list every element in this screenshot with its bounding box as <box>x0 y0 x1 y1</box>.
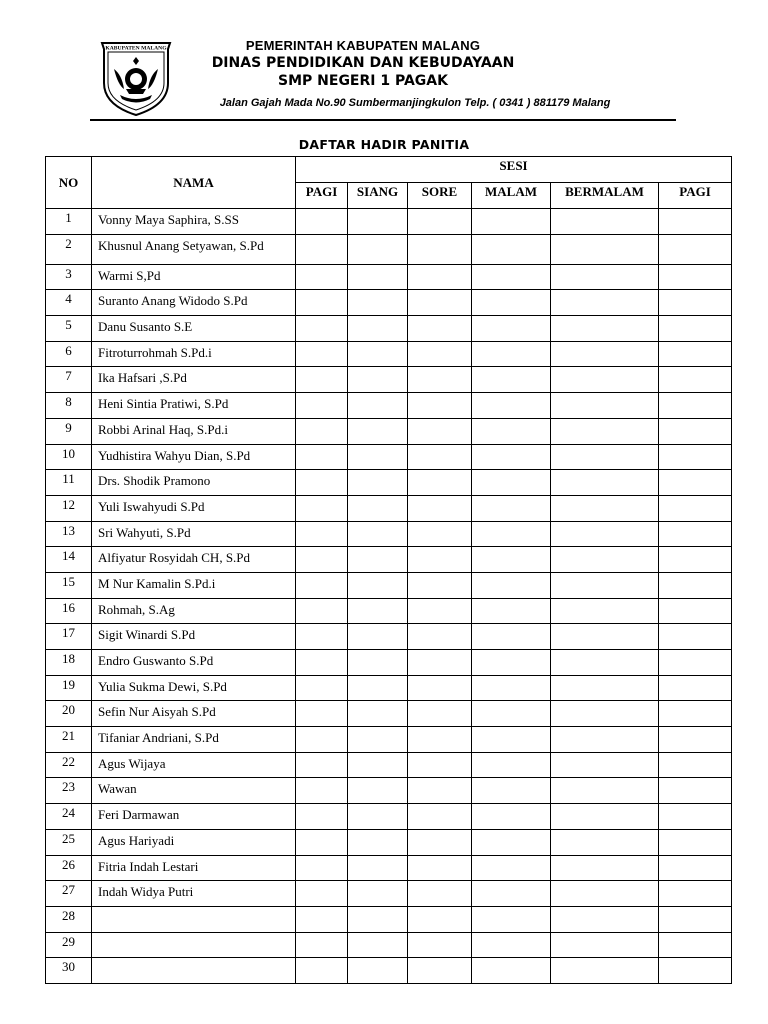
table-row <box>46 495 732 521</box>
table-row <box>46 932 732 958</box>
table-row <box>46 316 732 342</box>
signature-cell <box>348 290 408 316</box>
signature-cell <box>408 495 472 521</box>
signature-cell <box>408 855 472 881</box>
signature-cell <box>551 906 659 932</box>
signature-cell <box>296 727 348 753</box>
row-name <box>92 958 296 984</box>
row-number: 14 <box>46 547 92 573</box>
signature-cell <box>296 752 348 778</box>
row-number: 17 <box>46 624 92 650</box>
row-name: Suranto Anang Widodo S.Pd <box>92 290 296 316</box>
signature-cell <box>551 701 659 727</box>
signature-cell <box>472 829 551 855</box>
signature-cell <box>551 958 659 984</box>
signature-cell <box>659 572 732 598</box>
signature-cell <box>296 393 348 419</box>
signature-cell <box>296 290 348 316</box>
signature-cell <box>659 624 732 650</box>
signature-cell <box>551 829 659 855</box>
signature-cell <box>348 521 408 547</box>
signature-cell <box>659 470 732 496</box>
signature-cell <box>551 393 659 419</box>
row-name: Sri Wahyuti, S.Pd <box>92 521 296 547</box>
emblem-text: KABUPATEN MALANG <box>105 45 167 52</box>
row-name: Drs. Shodik Pramono <box>92 470 296 496</box>
signature-cell <box>551 521 659 547</box>
table-row <box>46 341 732 367</box>
signature-cell <box>472 444 551 470</box>
signature-cell <box>408 234 472 264</box>
row-number: 19 <box>46 675 92 701</box>
signature-cell <box>296 881 348 907</box>
signature-cell <box>472 624 551 650</box>
signature-cell <box>296 598 348 624</box>
signature-cell <box>659 367 732 393</box>
signature-cell <box>408 727 472 753</box>
signature-cell <box>659 829 732 855</box>
header-sesi: SESI <box>296 157 732 183</box>
row-name: Indah Widya Putri <box>92 881 296 907</box>
document-title: DAFTAR HADIR PANITIA <box>298 137 470 152</box>
row-name: Fitria Indah Lestari <box>92 855 296 881</box>
row-number: 26 <box>46 855 92 881</box>
row-name: Agus Hariyadi <box>92 829 296 855</box>
signature-cell <box>408 209 472 235</box>
row-number: 25 <box>46 829 92 855</box>
table-row <box>46 804 732 830</box>
signature-cell <box>551 572 659 598</box>
signature-cell <box>659 316 732 342</box>
table-row <box>46 624 732 650</box>
signature-cell <box>296 495 348 521</box>
signature-cell <box>659 598 732 624</box>
signature-cell <box>472 495 551 521</box>
signature-cell <box>296 264 348 290</box>
row-name: Endro Guswanto S.Pd <box>92 650 296 676</box>
signature-cell <box>551 855 659 881</box>
signature-cell <box>659 752 732 778</box>
row-name: Heni Sintia Pratiwi, S.Pd <box>92 393 296 419</box>
table-row <box>46 727 732 753</box>
signature-cell <box>472 264 551 290</box>
signature-cell <box>408 316 472 342</box>
signature-cell <box>551 234 659 264</box>
signature-cell <box>348 855 408 881</box>
row-number: 9 <box>46 418 92 444</box>
signature-cell <box>551 367 659 393</box>
signature-cell <box>296 906 348 932</box>
signature-cell <box>296 675 348 701</box>
row-name: Danu Susanto S.E <box>92 316 296 342</box>
table-row <box>46 290 732 316</box>
signature-cell <box>472 209 551 235</box>
signature-cell <box>408 804 472 830</box>
signature-cell <box>296 316 348 342</box>
row-number: 15 <box>46 572 92 598</box>
row-name: Fitroturrohmah S.Pd.i <box>92 341 296 367</box>
row-name: Ika Hafsari ,S.Pd <box>92 367 296 393</box>
row-number: 21 <box>46 727 92 753</box>
signature-cell <box>551 650 659 676</box>
signature-cell <box>296 650 348 676</box>
row-number: 11 <box>46 470 92 496</box>
signature-cell <box>408 598 472 624</box>
signature-cell <box>551 341 659 367</box>
signature-cell <box>408 624 472 650</box>
school-name: SMP NEGERI 1 PAGAK <box>278 73 448 89</box>
signature-cell <box>348 495 408 521</box>
row-number: 3 <box>46 264 92 290</box>
row-number: 30 <box>46 958 92 984</box>
signature-cell <box>551 932 659 958</box>
signature-cell <box>659 650 732 676</box>
signature-cell <box>472 418 551 444</box>
row-number: 2 <box>46 234 92 264</box>
table-row <box>46 470 732 496</box>
signature-cell <box>348 341 408 367</box>
row-number: 28 <box>46 906 92 932</box>
signature-cell <box>408 264 472 290</box>
signature-cell <box>551 624 659 650</box>
table-row <box>46 418 732 444</box>
row-name: Agus Wijaya <box>92 752 296 778</box>
signature-cell <box>551 495 659 521</box>
row-name: Khusnul Anang Setyawan, S.Pd <box>92 234 296 264</box>
kabupaten-malang-emblem-icon <box>96 39 176 117</box>
header-no: NO <box>46 157 92 209</box>
signature-cell <box>348 470 408 496</box>
row-name: M Nur Kamalin S.Pd.i <box>92 572 296 598</box>
signature-cell <box>348 778 408 804</box>
signature-cell <box>296 804 348 830</box>
table-row <box>46 598 732 624</box>
signature-cell <box>296 958 348 984</box>
signature-cell <box>296 234 348 264</box>
table-row <box>46 572 732 598</box>
table-row <box>46 906 732 932</box>
signature-cell <box>551 444 659 470</box>
signature-cell <box>659 547 732 573</box>
signature-cell <box>296 778 348 804</box>
signature-cell <box>348 572 408 598</box>
row-number: 4 <box>46 290 92 316</box>
header-session-3: MALAM <box>472 183 551 209</box>
signature-cell <box>659 341 732 367</box>
signature-cell <box>348 598 408 624</box>
signature-cell <box>348 367 408 393</box>
header-session-1: SIANG <box>348 183 408 209</box>
table-row <box>46 855 732 881</box>
row-name: Yudhistira Wahyu Dian, S.Pd <box>92 444 296 470</box>
signature-cell <box>348 234 408 264</box>
row-number: 6 <box>46 341 92 367</box>
signature-cell <box>296 624 348 650</box>
signature-cell <box>348 701 408 727</box>
signature-cell <box>659 881 732 907</box>
table-row <box>46 393 732 419</box>
signature-cell <box>408 470 472 496</box>
signature-cell <box>408 418 472 444</box>
signature-cell <box>296 547 348 573</box>
signature-cell <box>408 778 472 804</box>
signature-cell <box>551 209 659 235</box>
row-number: 27 <box>46 881 92 907</box>
row-name: Robbi Arinal Haq, S.Pd.i <box>92 418 296 444</box>
signature-cell <box>296 341 348 367</box>
row-number: 22 <box>46 752 92 778</box>
table-row <box>46 264 732 290</box>
signature-cell <box>408 932 472 958</box>
row-number: 8 <box>46 393 92 419</box>
signature-cell <box>472 727 551 753</box>
signature-cell <box>472 752 551 778</box>
signature-cell <box>296 572 348 598</box>
signature-cell <box>408 701 472 727</box>
signature-cell <box>551 470 659 496</box>
signature-cell <box>551 264 659 290</box>
signature-cell <box>472 393 551 419</box>
signature-cell <box>659 521 732 547</box>
signature-cell <box>296 932 348 958</box>
signature-cell <box>296 701 348 727</box>
department-name: DINAS PENDIDIKAN DAN KEBUDAYAAN <box>211 55 515 71</box>
table-row <box>46 521 732 547</box>
signature-cell <box>408 393 472 419</box>
signature-cell <box>551 547 659 573</box>
row-name <box>92 906 296 932</box>
signature-cell <box>551 418 659 444</box>
signature-cell <box>348 906 408 932</box>
row-name: Yulia Sukma Dewi, S.Pd <box>92 675 296 701</box>
signature-cell <box>408 675 472 701</box>
signature-cell <box>472 234 551 264</box>
signature-cell <box>408 547 472 573</box>
signature-cell <box>348 624 408 650</box>
signature-cell <box>659 701 732 727</box>
signature-cell <box>408 521 472 547</box>
signature-cell <box>659 495 732 521</box>
signature-cell <box>472 932 551 958</box>
signature-cell <box>659 932 732 958</box>
signature-cell <box>472 572 551 598</box>
signature-cell <box>348 650 408 676</box>
row-number: 18 <box>46 650 92 676</box>
signature-cell <box>296 470 348 496</box>
table-row <box>46 881 732 907</box>
row-number: 13 <box>46 521 92 547</box>
row-name: Sefin Nur Aisyah S.Pd <box>92 701 296 727</box>
signature-cell <box>472 906 551 932</box>
header-session-2: SORE <box>408 183 472 209</box>
signature-cell <box>551 778 659 804</box>
signature-cell <box>408 572 472 598</box>
signature-cell <box>348 393 408 419</box>
signature-cell <box>348 418 408 444</box>
row-name: Feri Darmawan <box>92 804 296 830</box>
row-number: 12 <box>46 495 92 521</box>
row-name: Sigit Winardi S.Pd <box>92 624 296 650</box>
signature-cell <box>659 958 732 984</box>
signature-cell <box>296 209 348 235</box>
signature-cell <box>659 444 732 470</box>
signature-cell <box>408 444 472 470</box>
table-row <box>46 675 732 701</box>
signature-cell <box>659 804 732 830</box>
signature-cell <box>472 521 551 547</box>
signature-cell <box>659 906 732 932</box>
signature-cell <box>296 829 348 855</box>
signature-cell <box>408 341 472 367</box>
school-address: Jalan Gajah Mada No.90 Sumbermanjingkulon Telp. ( 0341 ) 881179 Malang <box>219 97 611 109</box>
row-name <box>92 932 296 958</box>
row-name: Vonny Maya Saphira, S.SS <box>92 209 296 235</box>
header-nama: NAMA <box>92 157 296 209</box>
signature-cell <box>296 367 348 393</box>
signature-cell <box>659 393 732 419</box>
header-session-4: BERMALAM <box>551 183 659 209</box>
signature-cell <box>296 418 348 444</box>
signature-cell <box>659 727 732 753</box>
signature-cell <box>472 675 551 701</box>
table-row <box>46 444 732 470</box>
signature-cell <box>659 778 732 804</box>
signature-cell <box>296 521 348 547</box>
row-number: 20 <box>46 701 92 727</box>
signature-cell <box>472 881 551 907</box>
signature-cell <box>348 804 408 830</box>
signature-cell <box>551 290 659 316</box>
row-number: 5 <box>46 316 92 342</box>
signature-cell <box>408 650 472 676</box>
header-session-5: PAGI <box>659 183 732 209</box>
table-row <box>46 367 732 393</box>
row-number: 24 <box>46 804 92 830</box>
row-name: Wawan <box>92 778 296 804</box>
signature-cell <box>348 932 408 958</box>
row-name: Alfiyatur Rosyidah CH, S.Pd <box>92 547 296 573</box>
signature-cell <box>348 209 408 235</box>
table-row <box>46 829 732 855</box>
signature-cell <box>472 547 551 573</box>
row-name: Warmi S,Pd <box>92 264 296 290</box>
signature-cell <box>472 367 551 393</box>
signature-cell <box>551 316 659 342</box>
signature-cell <box>659 418 732 444</box>
signature-cell <box>472 290 551 316</box>
row-number: 7 <box>46 367 92 393</box>
government-name: PEMERINTAH KABUPATEN MALANG <box>245 38 481 53</box>
signature-cell <box>408 958 472 984</box>
signature-cell <box>296 444 348 470</box>
row-number: 10 <box>46 444 92 470</box>
signature-cell <box>659 234 732 264</box>
header-session-0: PAGI <box>296 183 348 209</box>
signature-cell <box>296 855 348 881</box>
row-number: 23 <box>46 778 92 804</box>
table-row <box>46 209 732 235</box>
signature-cell <box>348 881 408 907</box>
signature-cell <box>472 778 551 804</box>
row-name: Yuli Iswahyudi S.Pd <box>92 495 296 521</box>
signature-cell <box>472 598 551 624</box>
signature-cell <box>348 958 408 984</box>
row-number: 29 <box>46 932 92 958</box>
signature-cell <box>472 470 551 496</box>
signature-cell <box>408 367 472 393</box>
table-row <box>46 778 732 804</box>
signature-cell <box>348 316 408 342</box>
signature-cell <box>472 650 551 676</box>
signature-cell <box>348 752 408 778</box>
signature-cell <box>551 881 659 907</box>
signature-cell <box>408 906 472 932</box>
attendance-table <box>45 156 732 984</box>
signature-cell <box>659 209 732 235</box>
signature-cell <box>348 675 408 701</box>
signature-cell <box>551 804 659 830</box>
signature-cell <box>472 341 551 367</box>
signature-cell <box>659 264 732 290</box>
table-row <box>46 234 732 264</box>
signature-cell <box>659 855 732 881</box>
signature-cell <box>348 727 408 753</box>
signature-cell <box>348 829 408 855</box>
signature-cell <box>551 752 659 778</box>
signature-cell <box>472 804 551 830</box>
row-name: Tifaniar Andriani, S.Pd <box>92 727 296 753</box>
letterhead-divider <box>90 119 676 121</box>
signature-cell <box>408 881 472 907</box>
table-row <box>46 752 732 778</box>
signature-cell <box>472 958 551 984</box>
signature-cell <box>551 675 659 701</box>
table-row <box>46 650 732 676</box>
row-name: Rohmah, S.Ag <box>92 598 296 624</box>
signature-cell <box>659 290 732 316</box>
signature-cell <box>659 675 732 701</box>
row-number: 1 <box>46 209 92 235</box>
table-row <box>46 958 732 984</box>
signature-cell <box>408 829 472 855</box>
signature-cell <box>348 547 408 573</box>
signature-cell <box>551 727 659 753</box>
signature-cell <box>408 752 472 778</box>
row-number: 16 <box>46 598 92 624</box>
signature-cell <box>408 290 472 316</box>
table-row <box>46 701 732 727</box>
signature-cell <box>348 444 408 470</box>
signature-cell <box>472 316 551 342</box>
table-row <box>46 547 732 573</box>
signature-cell <box>472 701 551 727</box>
signature-cell <box>472 855 551 881</box>
signature-cell <box>551 598 659 624</box>
signature-cell <box>348 264 408 290</box>
